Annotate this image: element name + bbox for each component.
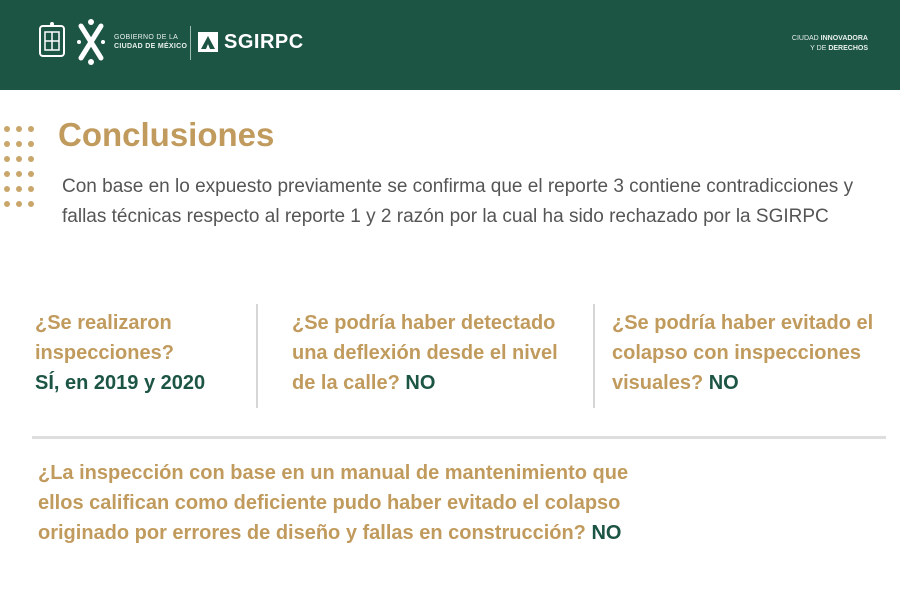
cdmx-logo-icon bbox=[76, 18, 106, 66]
column-divider bbox=[256, 304, 258, 408]
decorative-dot bbox=[4, 126, 10, 132]
decorative-dot bbox=[4, 186, 10, 192]
question-deflection bbox=[292, 308, 582, 398]
question-text: ¿Se realizaron inspecciones? bbox=[35, 312, 174, 364]
decorative-dot bbox=[16, 201, 22, 207]
decorative-dot bbox=[16, 171, 22, 177]
header-bar bbox=[0, 0, 900, 90]
header-divider bbox=[190, 26, 191, 60]
agency-name: SGIRPC bbox=[224, 31, 304, 53]
decorative-dot bbox=[4, 141, 10, 147]
column-divider bbox=[593, 304, 595, 408]
decorative-dot bbox=[28, 201, 34, 207]
gov-line-2: CIUDAD DE MÉXICO bbox=[114, 43, 188, 50]
decorative-dot bbox=[28, 126, 34, 132]
decorative-dots-icon bbox=[4, 126, 40, 222]
question-visual-inspection bbox=[612, 308, 882, 398]
motto-line-2: Y DE DERECHOS bbox=[810, 45, 868, 52]
gov-line-1: GOBIERNO DE LA bbox=[114, 34, 179, 41]
answer-text: NO bbox=[591, 522, 622, 544]
intro-paragraph: Con base en lo expuesto previamente se confirma que el reporte 3 contiene contradicciones y fallas técnicas respecto al reporte 1 y 2 razón por la cual ha sido rechazado por la SGIRPC bbox=[62, 176, 854, 227]
answer-text: NO bbox=[405, 372, 436, 394]
decorative-dot bbox=[28, 186, 34, 192]
decorative-dot bbox=[16, 186, 22, 192]
answer-text: NO bbox=[708, 372, 739, 394]
decorative-dot bbox=[4, 171, 10, 177]
question-text: ¿Se podría haber detectado una deflexión desde el nivel de la calle? bbox=[292, 312, 558, 394]
question-text: ¿Se podría haber evitado el colapso con inspecciones visuales? bbox=[612, 312, 874, 394]
page-title: Conclusiones bbox=[58, 116, 275, 153]
decorative-dot bbox=[4, 156, 10, 162]
motto bbox=[792, 34, 868, 54]
question-text: ¿La inspección con base en un manual de mantenimiento que ellos califican como deficiente pudo haber evitado el colapso originado por errores de diseño y fallas en construcción? bbox=[38, 462, 629, 544]
motto-line-1: CIUDAD INNOVADORA bbox=[791, 35, 868, 42]
decorative-dot bbox=[16, 156, 22, 162]
answer-text: SÍ, en 2019 y 2020 bbox=[35, 372, 206, 394]
government-label bbox=[114, 33, 187, 51]
decorative-dot bbox=[28, 171, 34, 177]
coat-of-arms-icon bbox=[38, 22, 66, 62]
decorative-dot bbox=[28, 156, 34, 162]
sgirpc-triangle-icon bbox=[198, 32, 218, 52]
decorative-dot bbox=[4, 201, 10, 207]
decorative-dot bbox=[28, 141, 34, 147]
question-inspections bbox=[35, 308, 245, 398]
decorative-dot bbox=[16, 141, 22, 147]
decorative-dot bbox=[16, 126, 22, 132]
question-maintenance-manual bbox=[38, 458, 678, 548]
section-divider bbox=[32, 436, 886, 439]
